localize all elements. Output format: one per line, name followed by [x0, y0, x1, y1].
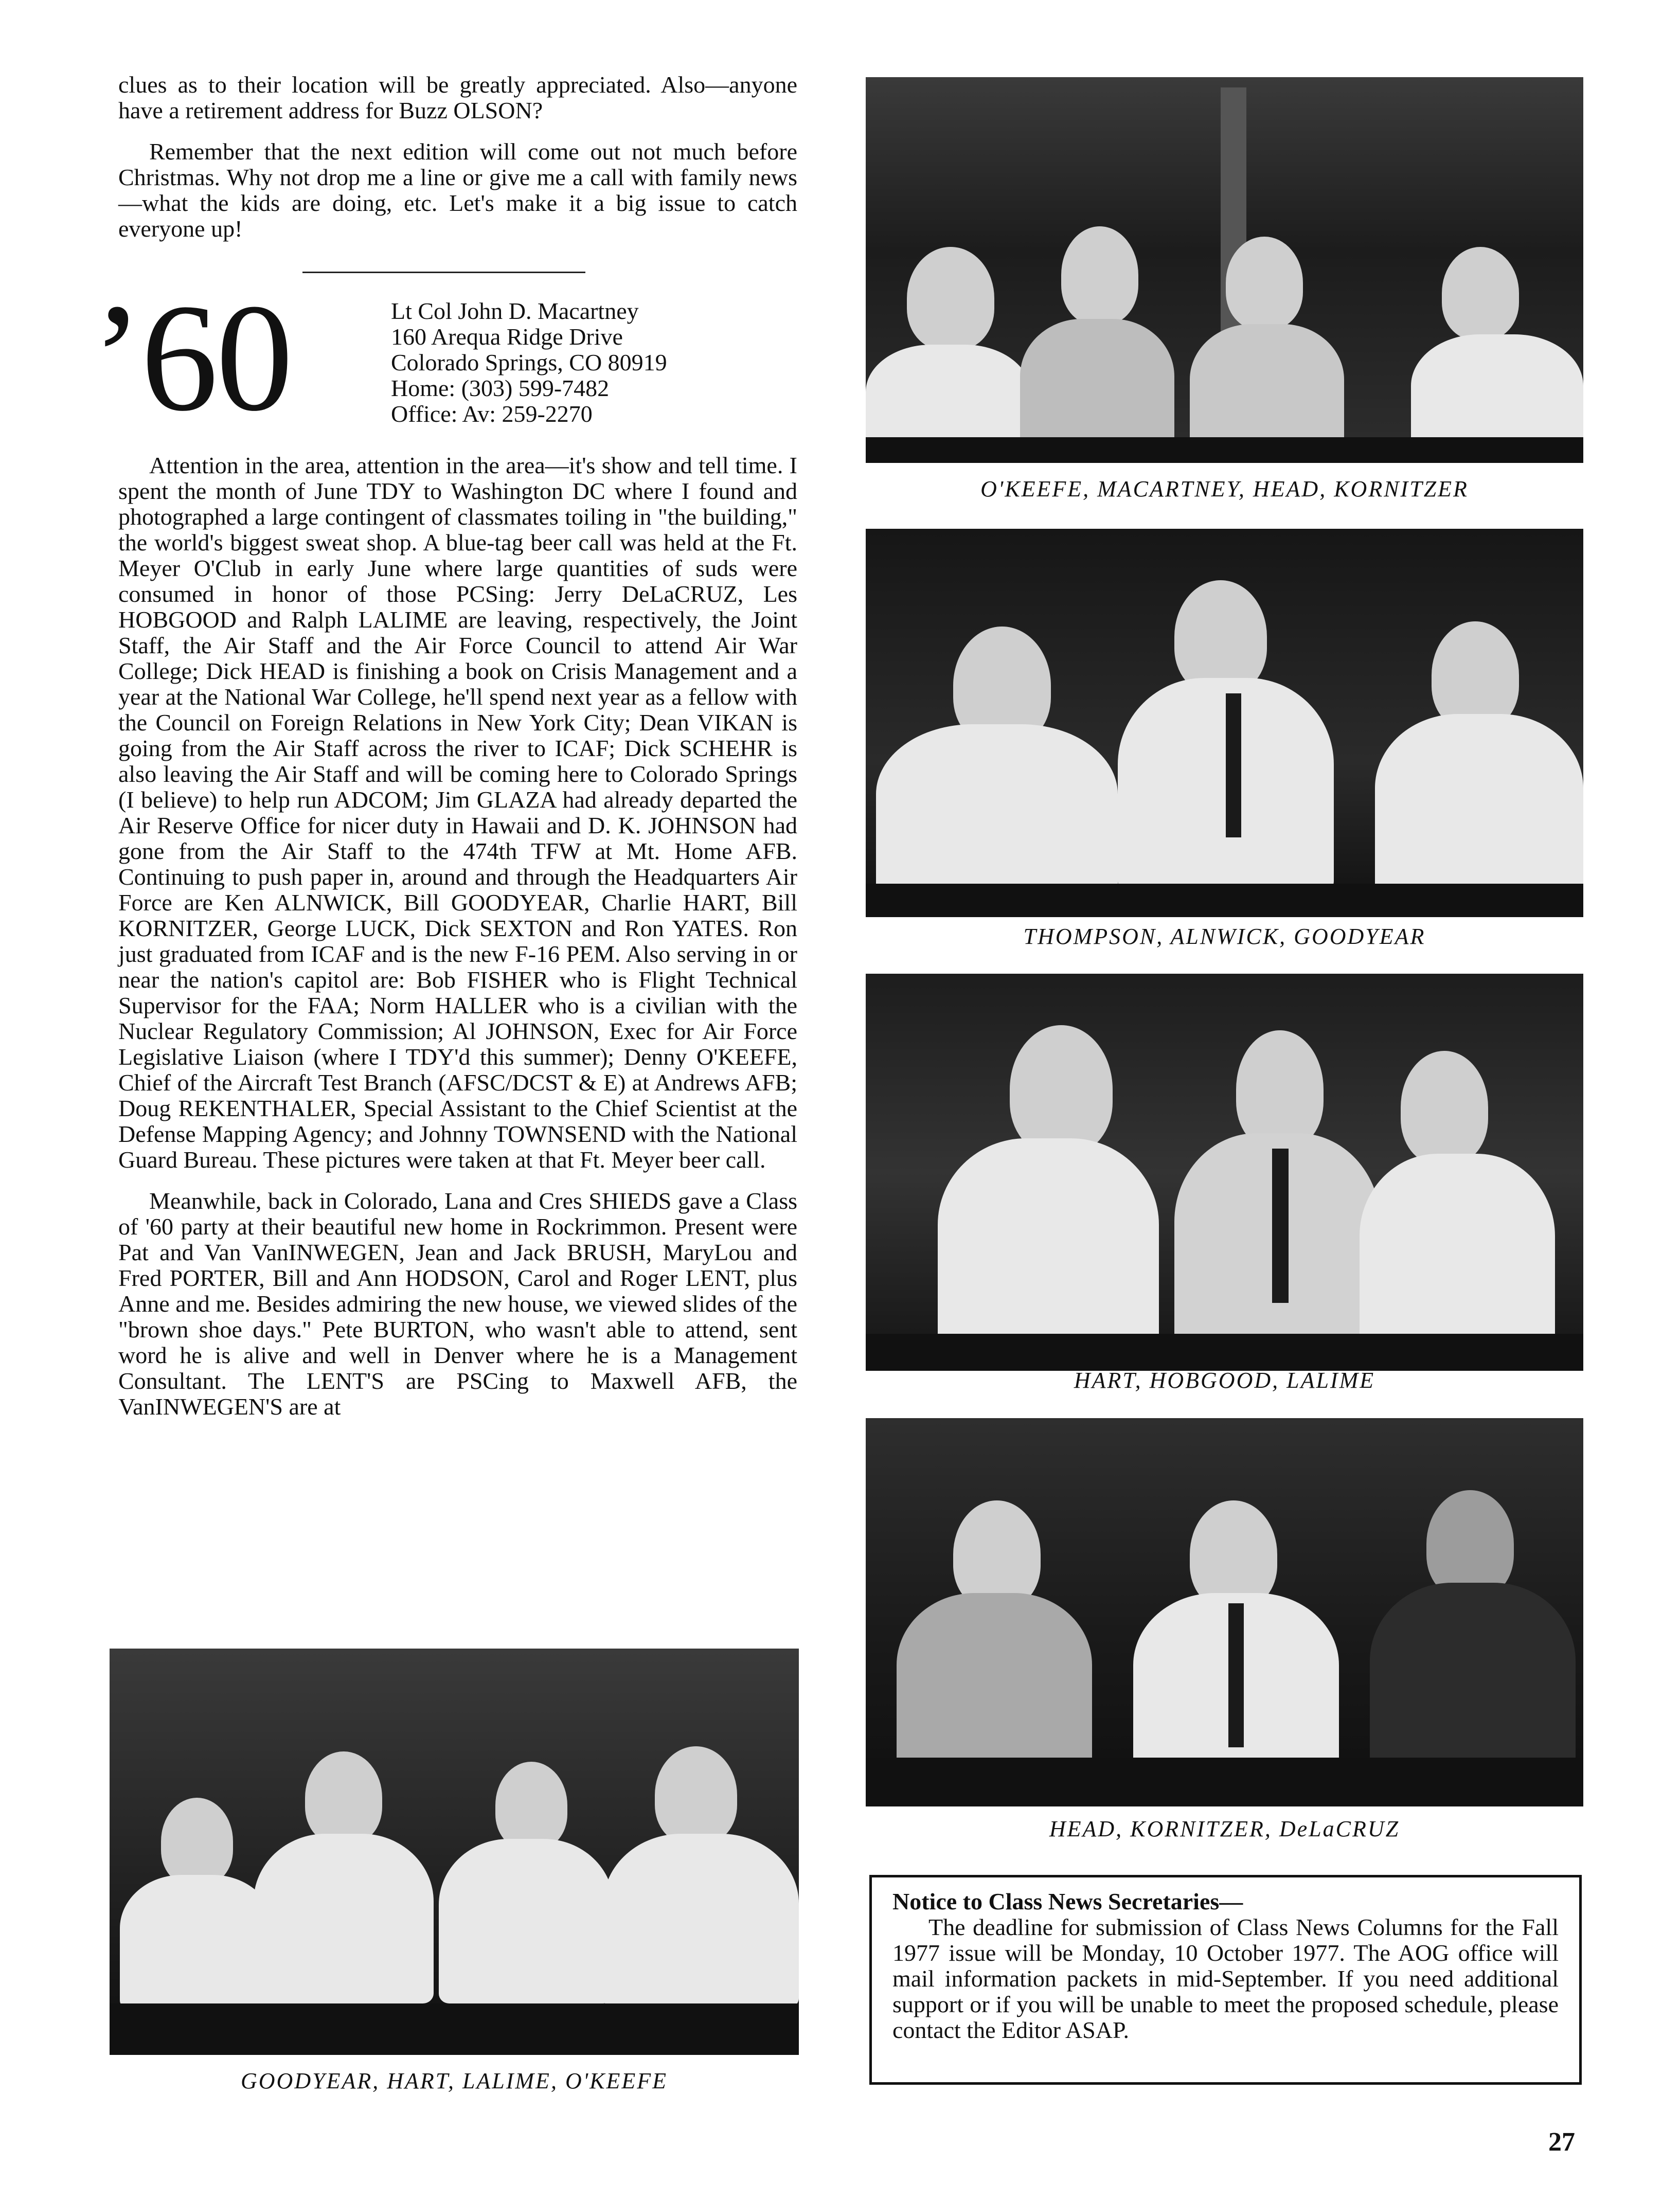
photo-caption-5: GOODYEAR, HART, LALIME, O'KEEFE — [241, 2068, 668, 2093]
photo-caption-2: THOMPSON, ALNWICK, GOODYEAR — [1023, 924, 1426, 949]
address-home-phone: Home: (303) 599-7482 — [391, 375, 610, 401]
intro-paragraph-2: Remember that the next edition will come out not much before Christmas. Why not drop me a line or give me a call with family news—what the kids are doing, etc. Let's make it a big issue to catch everyone up! — [118, 138, 797, 242]
address-name: Lt Col John D. Macartney — [391, 298, 639, 324]
photo-okeefe-macartney-head-kornitzer — [866, 77, 1583, 463]
photo-caption-4: HEAD, KORNITZER, DeLaCRUZ — [1049, 1816, 1400, 1841]
photo-caption-3: HART, HOBGOOD, LALIME — [1074, 1368, 1375, 1393]
notice-title: Notice to Class News Secretaries— — [892, 1888, 1243, 1914]
address-street: 160 Arequa Ridge Drive — [391, 324, 623, 350]
photo-hart-hobgood-lalime — [866, 974, 1583, 1371]
address-city: Colorado Springs, CO 80919 — [391, 349, 667, 375]
intro-text — [118, 72, 797, 242]
page-number: 27 — [1548, 2127, 1575, 2157]
body-paragraph-2: Meanwhile, back in Colorado, Lana and Cres SHIEDS gave a Class of '60 party at their beautiful new home in Rockrimmon. Present were Pat and Van VanINWEGEN, Jean and Jack BRUSH, MaryLou and Fred PORTER, Bill and Ann HODSON, Carol and Roger LENT, plus Anne and me. Besides admiring the new house, we viewed slides of the "brown shoe days." Pete BURTON, who wasn't able to attend, sent word he is alive and well in Denver where he is a Management Consultant. The LENT'S are PSCing to Maxwell AFB, the VanINWEGEN'S are at — [118, 1188, 797, 1420]
secretary-address — [391, 298, 667, 427]
class-year: ’60 — [92, 272, 291, 443]
photo-caption-1: O'KEEFE, MACARTNEY, HEAD, KORNITZER — [980, 476, 1469, 502]
class-news-body — [118, 453, 797, 1420]
intro-paragraph-1: clues as to their location will be greatly appreciated. Also—anyone have a retirement address for Buzz OLSON? — [118, 71, 797, 123]
notice-body: The deadline for submission of Class News Columns for the Fall 1977 issue will be Monday, 10 October 1977. The AOG office will mail information packets in mid-September. If you need additional support or if you will be unable to meet the proposed schedule, please contact the Editor ASAP. — [892, 1914, 1559, 2043]
address-office-phone: Office: Av: 259-2270 — [391, 401, 593, 427]
photo-goodyear-hart-lalime-okeefe — [110, 1649, 799, 2055]
body-paragraph-1: Attention in the area, attention in the area—it's show and tell time. I spent the month of June TDY to Washington DC where I found and photographed a large contingent of classmates toiling in "the building," the world's biggest sweat shop. A blue-tag beer call was held at the Ft. Meyer O'Club in early June where large quantities of suds were consumed in honor of those PCSing: Jerry DeLaCRUZ, Les HOBGOOD and Ralph LALIME are leaving, respectively, the Joint Staff, the Air Staff and the Air Force Council to attend Air War College; Dick HEAD is finishing a book on Crisis Management and a year at the National War College, he'll spend next year as a fellow with the Council on Foreign Relations in New York City; Dean VIKAN is going from the Air Staff across the river to ICAF; Dick SCHEHR is also leaving the Air Staff and will be coming here to Colorado Springs (I believe) to help run ADCOM; Jim GLAZA had already departed the Air Reserve Office for nicer duty in Hawaii and D. K. JOHNSON had gone from the Air Staff to the 474th TFW at Mt. Home AFB. Continuing to push paper in, around and through the Headquarters Air Force are Ken ALNWICK, Bill GOODYEAR, Charlie HART, Bill KORNITZER, George LUCK, Dick SEXTON and Ron YATES. Ron just graduated from ICAF and is the new F-16 PEM. Also serving in or near the nation's capitol are: Bob FISHER who is Flight Technical Supervisor for the FAA; Norm HALLER who is a civilian with the Nuclear Regulatory Commission; Al JOHNSON, Exec for Air Force Legislative Liaison (where I TDY'd this summer); Denny O'KEEFE, Chief of the Aircraft Test Branch (AFSC/DCST & E) at Andrews AFB; Doug REKENTHALER, Special Assistant to the Chief Scientist at the Defense Mapping Agency; and Johnny TOWNSEND with the National Guard Bureau. These pictures were taken at that Ft. Meyer beer call. — [118, 452, 797, 1173]
section-divider — [302, 272, 585, 273]
notice-box — [869, 1875, 1582, 2085]
photo-thompson-alnwick-goodyear — [866, 529, 1583, 917]
photo-head-kornitzer-delacruz — [866, 1418, 1583, 1806]
